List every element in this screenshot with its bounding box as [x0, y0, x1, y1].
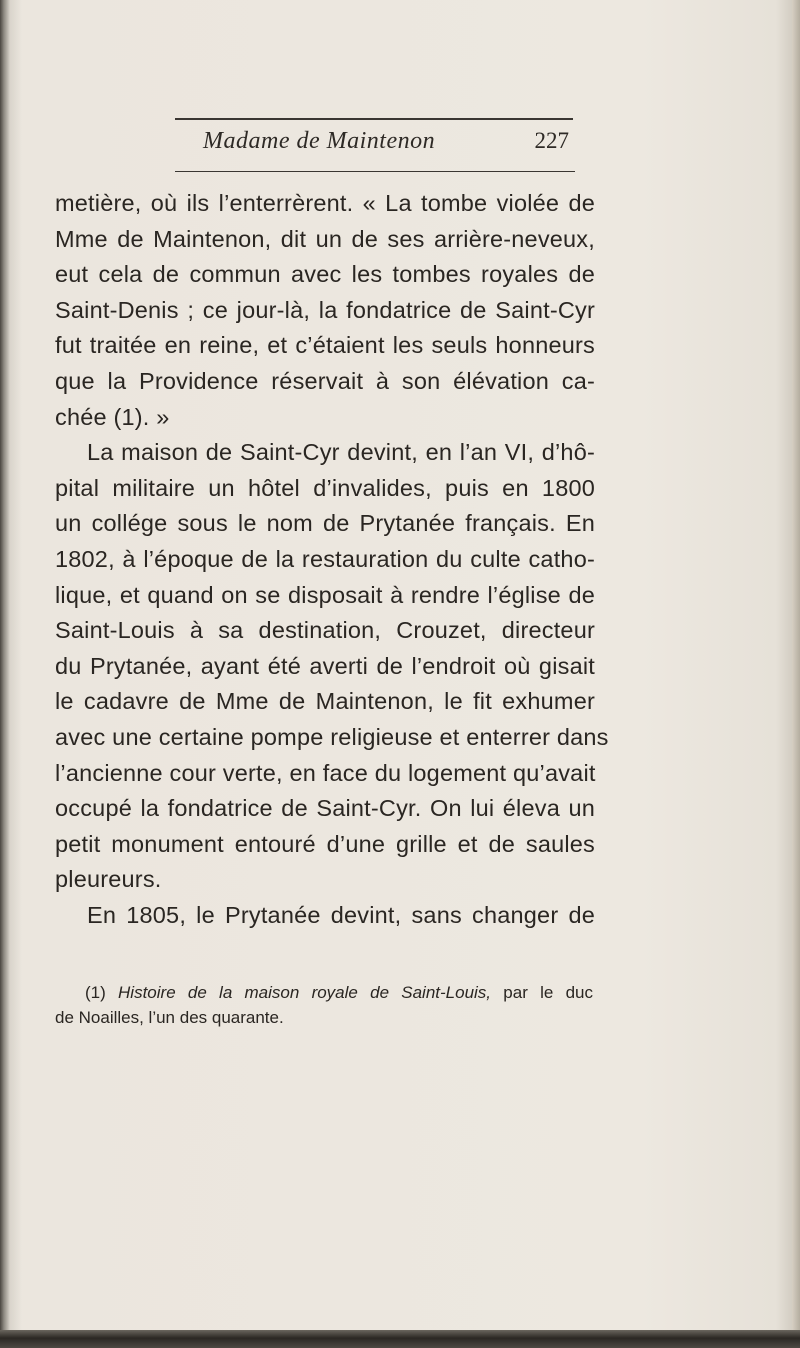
text-line: lique, et quand on se disposait à rendre l’église de — [55, 581, 595, 608]
running-header — [175, 128, 575, 164]
text-line: pital militaire un hôtel d’invalides, puis en 1800 — [55, 474, 595, 501]
text-line: occupé la fondatrice de Saint-Cyr. On lui éleva un — [55, 795, 595, 822]
text-line: le cadavre de Mme de Maintenon, le fit exhumer — [55, 688, 595, 715]
text-line: avec une certaine pompe religieuse et enterrer dans — [55, 723, 609, 750]
paragraph-start-line: En 1805, le Prytanée devint, sans changer de — [87, 901, 595, 928]
footnote-marker: (1) — [85, 983, 106, 1002]
text-line: Mme de Maintenon, dit un de ses arrière-neveux, — [55, 225, 595, 252]
text-line: metière, où ils l’enterrèrent. « La tombe violée de — [55, 190, 595, 216]
footnote-text: par le duc — [503, 983, 593, 1002]
page-right-edge — [792, 0, 800, 1330]
text-line: un collége sous le nom de Prytanée français. En — [55, 510, 595, 537]
body-text — [55, 186, 609, 933]
running-header-title: Madame de Maintenon — [203, 128, 436, 154]
text-line: que la Providence réservait à son élévation ca- — [55, 367, 595, 394]
footnote-line — [55, 980, 593, 1005]
text-line: du Prytanée, ayant été averti de l’endroit où gisait — [55, 652, 595, 679]
paragraph-start-line: La maison de Saint-Cyr devint, en l’an VI, d’hô- — [87, 439, 595, 466]
text-line: l’ancienne cour verte, en face du logement qu’avait — [55, 759, 596, 786]
footnote-line: de Noailles, l’un des quarante. — [55, 1008, 284, 1027]
text-line: eut cela de commun avec les tombes royales de — [55, 261, 595, 288]
text-line: Saint-Louis à sa destination, Crouzet, directeur — [55, 617, 595, 644]
text-line: Saint-Denis ; ce jour-là, la fondatrice de Saint-Cyr — [55, 296, 595, 323]
footnote — [55, 980, 593, 1030]
text-line: fut traitée en reine, et c’étaient les seuls honneurs — [55, 332, 595, 359]
text-line: petit monument entouré d’une grille et de saules — [55, 830, 595, 857]
page-number: 227 — [534, 128, 569, 153]
text-line: chée (1). » — [55, 403, 170, 430]
text-line: pleureurs. — [55, 866, 162, 893]
page-bottom-edge — [0, 1330, 800, 1348]
text-line: 1802, à l’époque de la restauration du culte catho- — [55, 545, 595, 572]
header-bottom-rule — [175, 171, 575, 172]
footnote-cited-title: Histoire de la maison royale de Saint-Louis, — [118, 983, 492, 1002]
header-top-rule — [175, 118, 573, 120]
